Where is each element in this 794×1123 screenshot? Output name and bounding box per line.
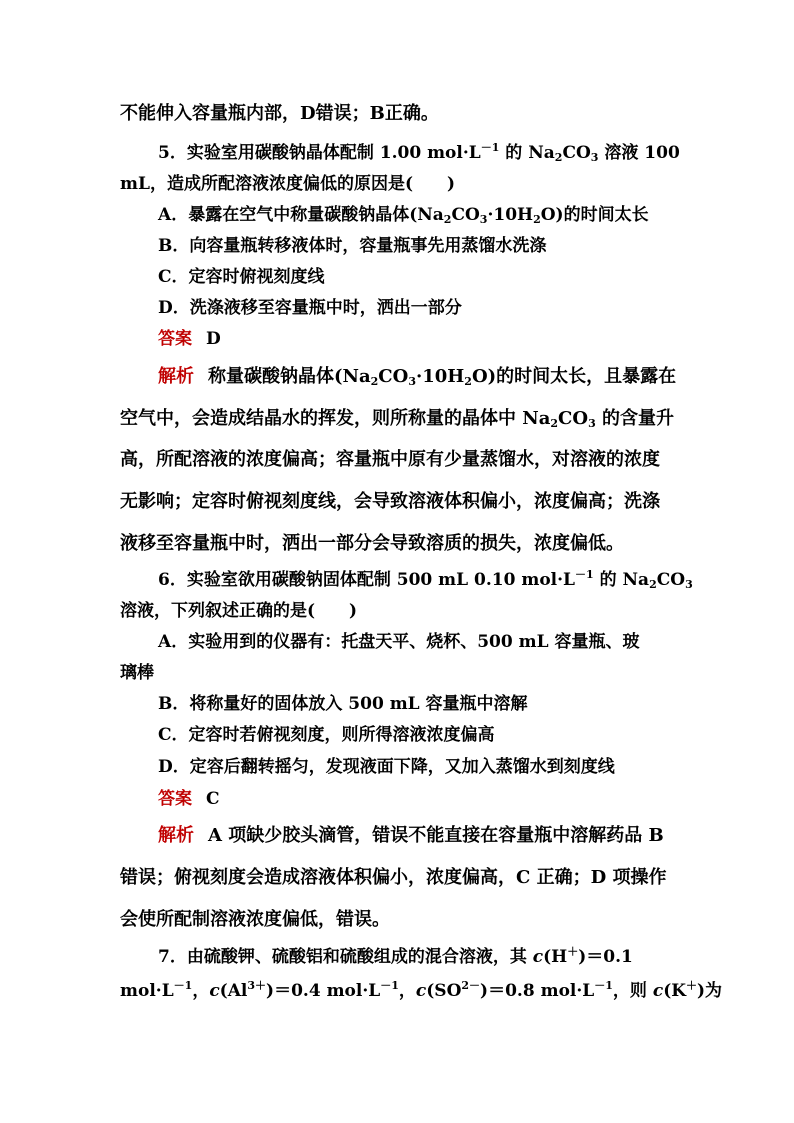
answer-label: 答案 (158, 329, 192, 349)
q5-stem-line1: 5．实验室用碳酸钠晶体配制 1.00 $mol\cdot L^{-1}$ 的 $Na_2CO_3$ 溶液 100 (158, 141, 680, 164)
q6-option-b: B．将称量好的固体放入 500 mL 容量瓶中溶解 (158, 694, 528, 714)
q6-stem-line2: 溶液，下列叙述正确的是( ) (120, 601, 358, 621)
q5-analysis-line1: 解析 称量碳酸钠晶体$(Na_2CO_3\cdot 10H_2O)$的时间太长，且暴露在 (158, 366, 677, 388)
q6-stem-line1: 6．实验室欲用碳酸钠固体配制 500 mL 0.10 $mol\cdot L^{-1}$ 的 $Na_2CO_3$ (158, 568, 693, 591)
q5-analysis-line3: 高，所配溶液的浓度偏高；容量瓶中原有少量蒸馏水，对溶液的浓度 (120, 449, 660, 470)
answer-value: D (206, 329, 221, 349)
q7-stem-line2: $mol\cdot L^{-1}$，$c(Al^{3+})=0.4$ $mol\cdot L^{-1}$，$c(SO^{2-})=0.8$ $mol\cdot L^{-1}$，则 c(K＋)为 (120, 979, 723, 1001)
q6-option-d: D．定容后翻转摇匀，发现液面下降，又加入蒸馏水到刻度线 (158, 757, 615, 777)
q5-stem-line2: mL，造成所配溶液浓度偏低的原因是( ) (120, 174, 456, 194)
q5-answer (158, 328, 221, 350)
q6-analysis-line1: 解析 A 项缺少胶头滴管，错误不能直接在容量瓶中溶解药品 B (158, 825, 664, 846)
q6-analysis-line3: 会使所配制溶液浓度偏低，错误。 (120, 909, 390, 930)
q6-analysis-line2: 错误；俯视刻度会造成溶液体积偏小，浓度偏高，C 正确；D 项操作 (120, 867, 667, 888)
analysis-label: 解析 (158, 366, 194, 387)
q6-option-a-line1: A．实验用到的仪器有：托盘天平、烧杯、500 mL 容量瓶、玻 (158, 632, 640, 652)
analysis-label: 解析 (158, 825, 194, 846)
q6-option-c: C．定容时若俯视刻度，则所得溶液浓度偏高 (158, 725, 495, 745)
q5-option-d: D．洗涤液移至容量瓶中时，洒出一部分 (158, 298, 462, 318)
q5-analysis-line5: 液移至容量瓶中时，洒出一部分会导致溶质的损失，浓度偏低。 (120, 533, 624, 554)
q5-analysis-line4: 无影响；定容时俯视刻度线，会导致溶液体积偏小，浓度偏高；洗涤 (120, 491, 660, 512)
answer-label: 答案 (158, 789, 192, 809)
q6-answer (158, 788, 220, 810)
q5-option-a: A．暴露在空气中称量碳酸钠晶体$(Na_2CO_3\cdot 10H_2O)$的时间太长 (158, 205, 649, 226)
q6-option-a-line2: 璃棒 (120, 663, 154, 683)
q5-option-c: C．定容时俯视刻度线 (158, 267, 325, 287)
q5-option-b: B．向容量瓶转移液体时，容量瓶事先用蒸馏水洗涤 (158, 236, 547, 256)
q7-stem-line1: 7．由硫酸钾、硫酸铝和硫酸组成的混合溶液，其 c(H＋)＝0.1 (158, 945, 633, 967)
text-line-continuation: 不能伸入容量瓶内部，D错误；B正确。 (120, 103, 439, 124)
q5-analysis-line2: 空气中，会造成结晶水的挥发，则所称量的晶体中 $Na_2CO_3$ 的含量升 (120, 408, 674, 430)
answer-value: C (206, 789, 220, 809)
